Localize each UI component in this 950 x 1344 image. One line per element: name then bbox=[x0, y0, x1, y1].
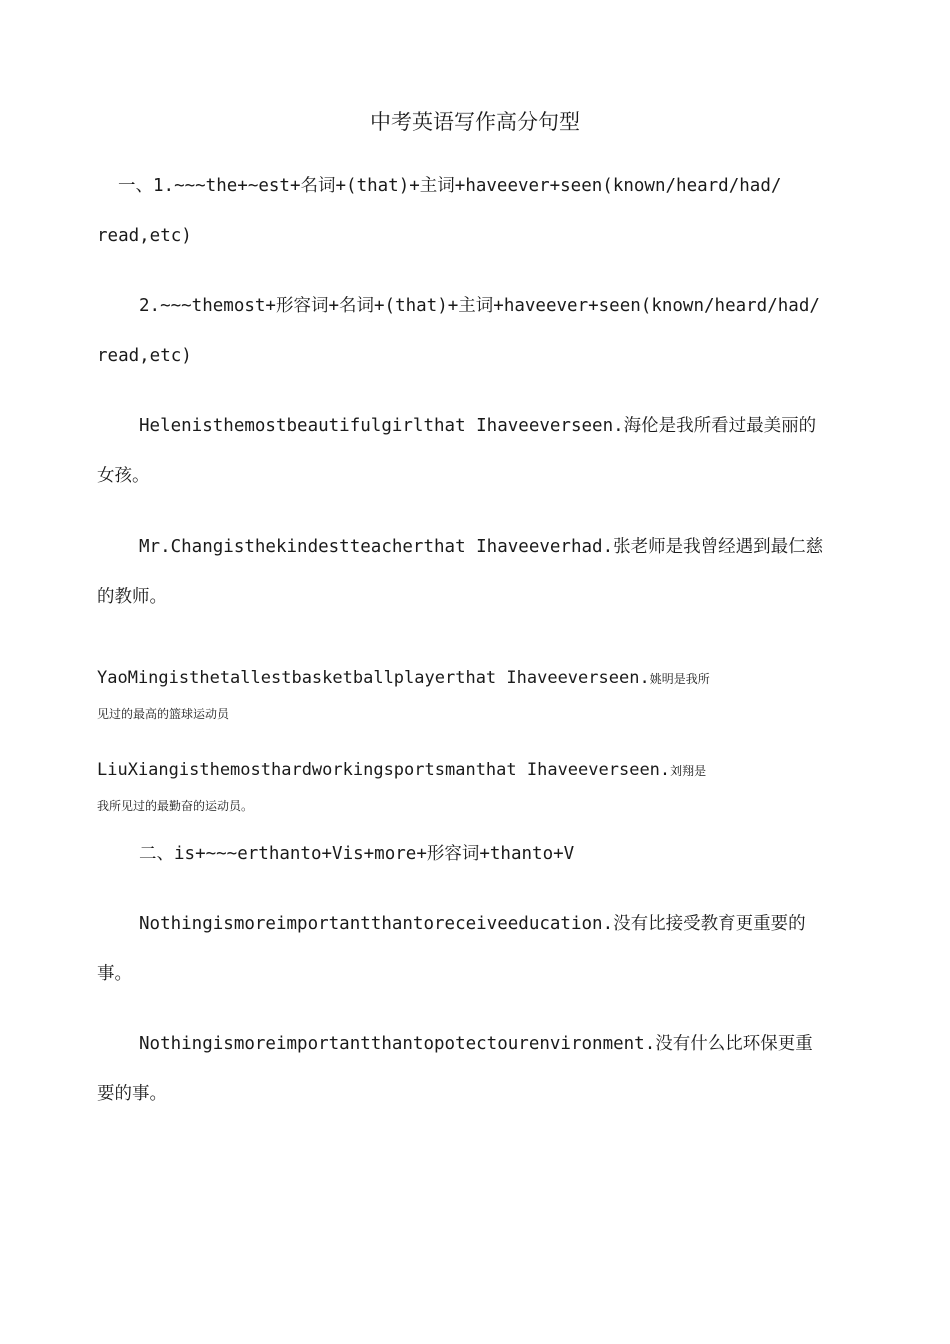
example-helen-line-2: 女孩。 bbox=[97, 466, 150, 486]
pattern-2-line-1: 2.~~~themost+形容词+名词+(that)+主词+haveever+seen(known/heard/had/ bbox=[139, 296, 820, 316]
example-liu-english: LiuXiangisthemosthardworkingsportsmanthat Ihaveeverseen. bbox=[97, 760, 671, 780]
example-environment-line-1: Nothingismoreimportantthantopotectourenvironment.没有什么比环保更重 bbox=[139, 1034, 813, 1054]
pattern-3-heading: 二、is+~~~erthanto+Vis+more+形容词+thanto+V bbox=[139, 844, 575, 864]
example-helen-line-1: Helenisthemostbeautifulgirlthat Ihaveeverseen.海伦是我所看过最美丽的 bbox=[139, 416, 817, 436]
example-liu-line-1 bbox=[97, 758, 706, 782]
example-yao-chinese-part-1: 姚明是我所 bbox=[649, 672, 710, 686]
example-yao-line-1 bbox=[97, 666, 710, 690]
example-yao-english: YaoMingisthetallestbasketballplayerthat Ihaveeverseen. bbox=[97, 668, 650, 688]
example-yao-line-2: 见过的最高的篮球运动员 bbox=[97, 707, 230, 721]
example-education-line-2: 事。 bbox=[97, 964, 132, 984]
example-environment-line-2: 要的事。 bbox=[97, 1084, 167, 1104]
pattern-1-line-1: 一、1.~~~the+~est+名词+(that)+主词+haveever+seen(known/heard/had/ bbox=[118, 176, 782, 196]
pattern-2-line-2: read,etc) bbox=[97, 346, 192, 366]
example-liu-chinese-part-1: 刘翔是 bbox=[670, 764, 707, 778]
example-liu-line-2: 我所见过的最勤奋的运动员。 bbox=[97, 799, 254, 813]
example-chang-line-2: 的教师。 bbox=[97, 587, 167, 607]
example-education-line-1: Nothingismoreimportantthantoreceiveeducation.没有比接受教育更重要的 bbox=[139, 914, 806, 934]
page-title: 中考英语写作高分句型 bbox=[370, 110, 580, 134]
example-chang-line-1: Mr.Changisthekindestteacherthat Ihaveeverhad.张老师是我曾经遇到最仁慈 bbox=[139, 537, 824, 557]
pattern-1-line-2: read,etc) bbox=[97, 226, 192, 246]
